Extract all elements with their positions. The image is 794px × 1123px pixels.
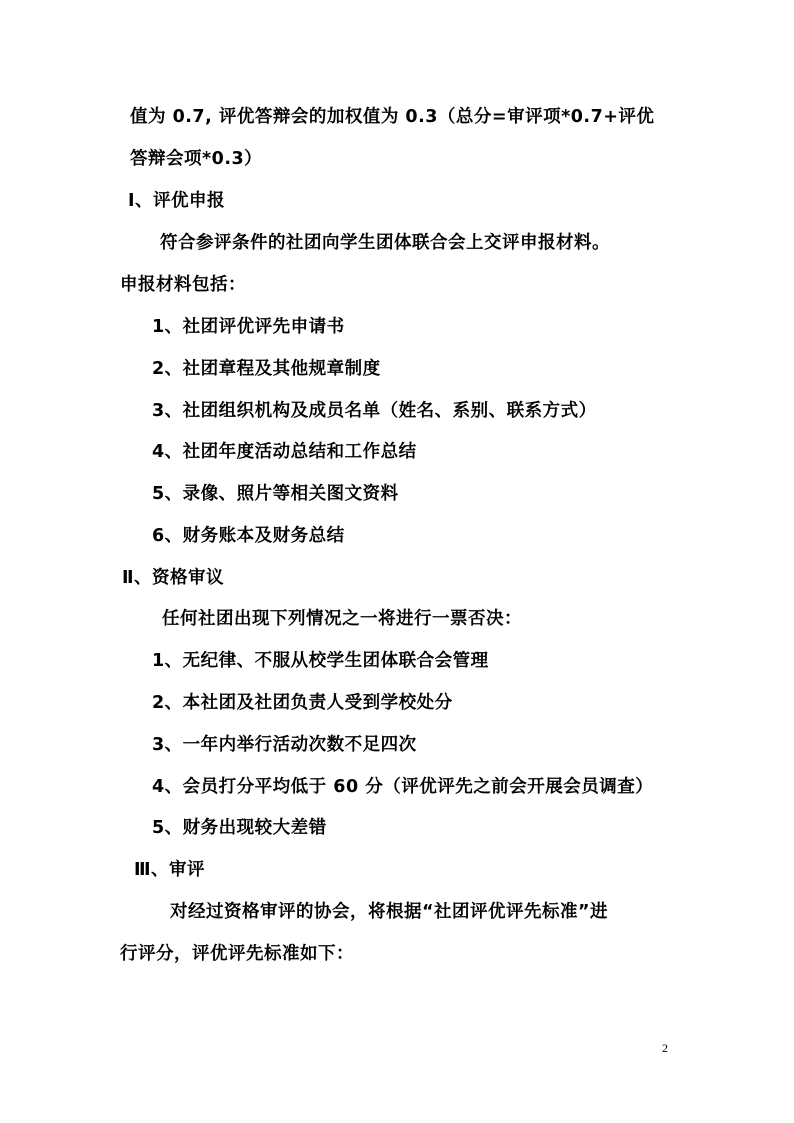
list-item: 5、财务出现较大差错 [152,818,327,838]
list-item: 3、社团组织机构及成员名单（姓名、系别、联系方式） [152,401,597,421]
paragraph-line: 行评分，评优评先标准如下： [120,944,354,964]
paragraph-line: 申报材料包括： [120,275,246,295]
text-line: 值为 0.7, 评优答辩会的加权值为 0.3（总分=审评项*0.7+评优 [130,107,655,127]
section-heading: Ⅰ、评优申报 [128,191,226,211]
section-heading: Ⅲ、审评 [134,860,206,880]
list-item: 1、社团评优评先申请书 [152,317,345,337]
list-item: 1、无纪律、不服从校学生团体联合会管理 [152,651,489,671]
text-line: 答辩会项*0.3） [130,149,263,169]
paragraph-line: 对经过资格审评的协会，将根据“社团评优评先标准”进 [170,902,609,922]
list-item: 3、一年内举行活动次数不足四次 [152,735,417,755]
paragraph-line: 任何社团出现下列情况之一将进行一票否决： [162,609,522,629]
list-item: 4、会员打分平均低于 60 分（评优评先之前会开展会员调查） [152,777,654,797]
list-item: 6、财务账本及财务总结 [152,526,345,546]
list-item: 2、本社团及社团负责人受到学校处分 [152,693,453,713]
list-item: 5、录像、照片等相关图文资料 [152,484,399,504]
list-item: 4、社团年度活动总结和工作总结 [152,442,417,462]
paragraph-line: 符合参评条件的社团向学生团体联合会上交评申报材料。 [160,233,610,253]
section-heading: Ⅱ、资格审议 [122,568,225,588]
page-number: 2 [662,1041,668,1055]
list-item: 2、社团章程及其他规章制度 [152,359,381,379]
